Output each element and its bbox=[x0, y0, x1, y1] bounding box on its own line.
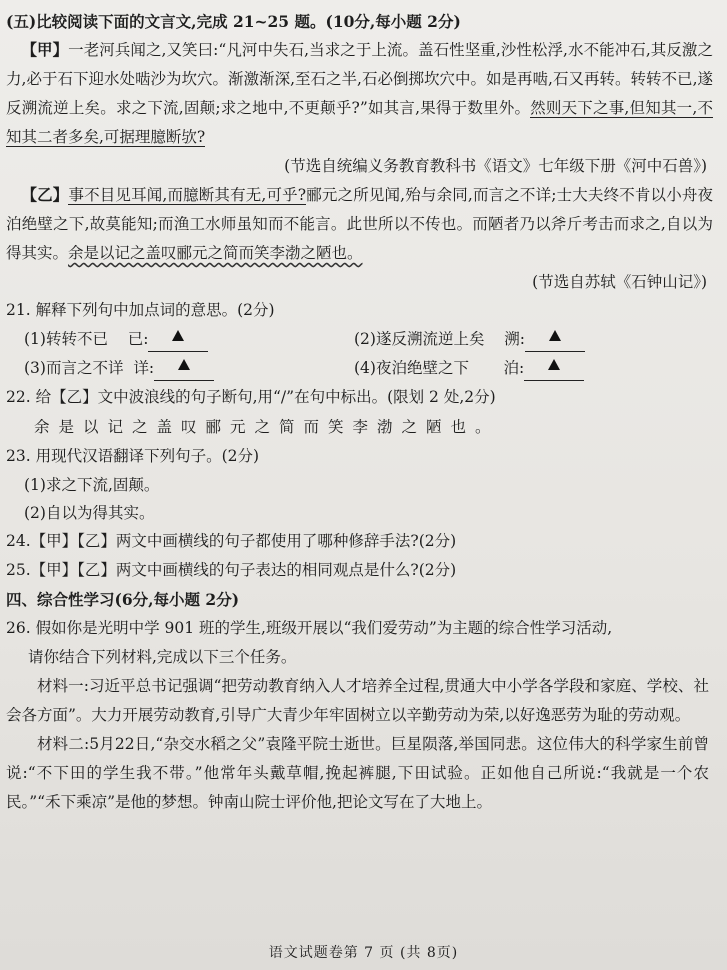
q21-item bbox=[24, 325, 354, 354]
q26-stem-line1: 26. 假如你是光明中学 901 班的学生,班级开展以“我们爱劳动”为主题的综合性学习活动, bbox=[6, 619, 613, 637]
page-footer: 语文试题卷第 7 页 (共 8页) bbox=[268, 945, 459, 961]
answer-blank[interactable] bbox=[154, 352, 214, 381]
passage-yi-tag: 【乙】 bbox=[21, 185, 69, 204]
q23-item: (1)求之下流,固颠。 bbox=[24, 476, 160, 494]
q21-item-text: (3)而言之不详 bbox=[24, 359, 124, 377]
triangle-icon bbox=[549, 330, 561, 341]
q21-item-text: (4)夜泊绝壁之下 bbox=[354, 359, 469, 377]
q21-item-text: (1)转转不已 bbox=[24, 330, 108, 348]
answer-blank[interactable] bbox=[148, 323, 208, 352]
passage-yi-source: (节选自苏轼《石钟山记》) bbox=[532, 273, 707, 291]
q21-item-word: 已: bbox=[127, 330, 149, 348]
passage-jia-tag: 【甲】 bbox=[21, 40, 69, 59]
section4-header: 四、综合性学习(6分,每小题 2分) bbox=[6, 590, 240, 609]
q25-stem: 25.【甲】【乙】两文中画横线的句子表达的相同观点是什么?(2分) bbox=[6, 561, 457, 579]
q21-item bbox=[24, 354, 354, 383]
q23-stem: 23. 用现代汉语翻译下列句子。(2分) bbox=[6, 447, 260, 465]
passage-yi-wavy: 余是以记之盖叹郦元之简而笑李渤之陋也。 bbox=[68, 244, 363, 262]
q21-item-word: 溯: bbox=[504, 330, 525, 348]
passage-jia-underlined: 然则天下之事,但知其一,不知其二者多矣,可据理臆断欤? bbox=[6, 99, 713, 146]
q21-stem: 21. 解释下列句中加点词的意思。(2分) bbox=[6, 301, 275, 319]
triangle-icon bbox=[172, 330, 184, 341]
q22-stem: 22. 给【乙】文中波浪线的句子断句,用“/”在句中标出。(限划 2 处,2分) bbox=[6, 388, 496, 406]
passage-jia-text: 一老河兵闻之,又笑曰:“凡河中失石,当求之于上流。盖石性坚重,沙性松浮,水不能冲石,其反激之力,必于石下迎水处啮沙为坎穴。渐激渐深,至石之半,石必倒掷坎穴中。如是再啮,石又再转。转转不已,遂反溯流逆上矣。求之下流,固颠;求之地中,不更颠乎?”如其言,果得于数里外。 bbox=[6, 41, 713, 117]
material-one: 材料一:习近平总书记强调“把劳动教育纳入人才培养全过程,贯通大中小学各学段和家庭、学校、社会各方面”。大力开展劳动教育,引导广大青少年牢固树立以辛勤劳动为荣,以好逸恶劳为耻的劳动观。 bbox=[6, 677, 709, 724]
q24-stem: 24.【甲】【乙】两文中画横线的句子都使用了哪种修辞手法?(2分) bbox=[6, 532, 457, 550]
q26-stem-line2: 请你结合下列材料,完成以下三个任务。 bbox=[28, 648, 297, 666]
q21-item-word: 详: bbox=[133, 359, 155, 377]
material-two: 材料二:5月22日,“杂交水稻之父”袁隆平院士逝世。巨星陨落,举国同悲。这位伟大的科学家生前曾说:“不下田的学生我不带。”他常年头戴草帽,挽起裤腿,下田试验。正如他自己所说:“我就是一个农民。”“禾下乘凉”是他的梦想。钟南山院士评价他,把论文写在了大地上。 bbox=[6, 735, 709, 811]
passage-yi bbox=[6, 180, 713, 268]
answer-blank[interactable] bbox=[524, 352, 584, 381]
answer-blank[interactable] bbox=[525, 323, 585, 352]
q21-item-text: (2)遂反溯流逆上矣 bbox=[354, 330, 485, 348]
q21-item-word: 泊: bbox=[503, 359, 525, 377]
triangle-icon bbox=[178, 359, 190, 370]
q21-item bbox=[354, 325, 714, 354]
section-header: (五)比较阅读下面的文言文,完成 21~25 题。(10分,每小题 2分) bbox=[6, 12, 461, 31]
passage-jia bbox=[6, 35, 713, 152]
q23-item: (2)自以为得其实。 bbox=[24, 504, 155, 522]
q22-sentence: 余是以记之盖叹郦元之简而笑李渤之陋也。 bbox=[34, 418, 500, 436]
q21-items bbox=[6, 325, 713, 383]
q21-item bbox=[354, 354, 714, 383]
passage-yi-text: 郦元之所见闻,殆与余同,而言之不详;士大夫终不肯以小舟夜泊绝壁之下,故莫能知;而渔工水师虽知而不能言。此世所以不传也。而陋者乃以斧斤考击而求之,自以为得其实。 bbox=[6, 186, 713, 262]
passage-yi-underlined: 事不目见耳闻,而臆断其有无,可乎? bbox=[68, 186, 307, 204]
triangle-icon bbox=[548, 359, 560, 370]
passage-jia-source: (节选自统编义务教育教科书《语文》七年级下册《河中石兽》) bbox=[284, 157, 707, 175]
